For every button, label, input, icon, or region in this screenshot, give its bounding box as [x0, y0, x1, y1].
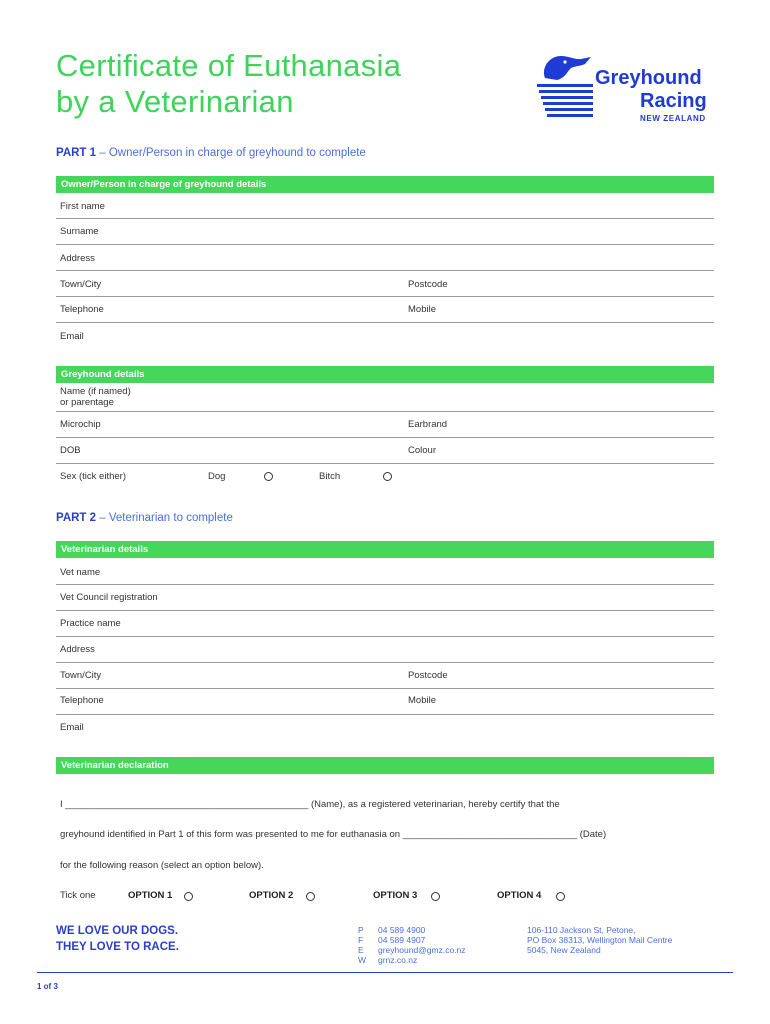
- option-2-label: OPTION 2: [249, 890, 294, 901]
- surname-label: Surname: [60, 226, 99, 237]
- bitch-label: Bitch: [319, 471, 341, 482]
- tick-one-label: Tick one: [60, 890, 96, 901]
- practice-name-label: Practice name: [60, 618, 121, 629]
- part1-label: PART 1: [56, 147, 97, 159]
- town-label: Town/City: [60, 279, 102, 290]
- contact-email[interactable]: greyhound@gmz.co.nz: [378, 945, 466, 955]
- web-letter: W: [358, 955, 367, 965]
- vet-registration-field[interactable]: [56, 585, 714, 611]
- email-letter: E: [358, 945, 364, 955]
- earbrand-label: Earbrand: [408, 419, 448, 430]
- bitch-radio[interactable]: [383, 472, 392, 481]
- dog-radio[interactable]: [264, 472, 273, 481]
- email-field[interactable]: [56, 323, 714, 349]
- option-3-radio[interactable]: [431, 892, 440, 901]
- greyhound-name-label-1: Name (if named): [60, 386, 131, 397]
- part2-label: PART 2: [56, 512, 97, 524]
- telephone-mobile-row[interactable]: [56, 297, 714, 323]
- vet-address-field[interactable]: [56, 637, 714, 663]
- address-label: Address: [60, 253, 95, 264]
- telephone-label: Telephone: [60, 304, 104, 315]
- vet-name-label: Vet name: [60, 567, 101, 578]
- fax-letter: F: [358, 935, 364, 945]
- phone-number: 04 589 4900: [378, 925, 426, 935]
- vet-name-field[interactable]: [56, 558, 714, 585]
- part2-description: – Veterinarian to complete: [96, 512, 233, 524]
- declaration-line-2: greyhound identified in Part 1 of this form was presented to me for euthanasia on _________________________________ (Date): [60, 829, 607, 840]
- mobile-label: Mobile: [408, 304, 436, 315]
- email-label: Email: [60, 331, 84, 342]
- slogan-line-2: THEY LOVE TO RACE.: [56, 941, 179, 953]
- vet-email-field[interactable]: [56, 715, 714, 741]
- part1-description: – Owner/Person in charge of greyhound to complete: [96, 147, 366, 159]
- vet-mobile-label: Mobile: [408, 695, 436, 706]
- surname-field[interactable]: [56, 219, 714, 245]
- declaration-line-3: for the following reason (select an option below).: [60, 860, 264, 871]
- document-title: [56, 48, 476, 120]
- postcode-label: Postcode: [408, 279, 448, 290]
- title-line-2: by a Veterinarian: [56, 84, 294, 119]
- page-number: 1 of 3: [37, 982, 58, 991]
- contact-labels: [358, 925, 366, 965]
- greyhound-logo-icon: [535, 50, 597, 128]
- vet-telephone-mobile-row[interactable]: [56, 689, 714, 715]
- option-4-radio[interactable]: [556, 892, 565, 901]
- dob-label: DOB: [60, 445, 81, 456]
- microchip-earbrand-row[interactable]: [56, 412, 714, 438]
- first-name-label: First name: [60, 201, 105, 212]
- address-line-3: 5045, New Zealand: [527, 945, 601, 955]
- footer-divider: [37, 972, 733, 973]
- sex-row: [56, 464, 714, 490]
- option-4-label: OPTION 4: [497, 890, 542, 901]
- phone-letter: P: [358, 925, 364, 935]
- slogan-line-1: WE LOVE OUR DOGS.: [56, 925, 179, 937]
- vet-town-label: Town/City: [60, 670, 102, 681]
- sex-label: Sex (tick either): [60, 471, 126, 482]
- address-line-1: 106-110 Jackson St, Petone,: [527, 925, 636, 935]
- fax-number: 04 589 4907: [378, 935, 426, 945]
- greyhound-name-field[interactable]: [56, 383, 714, 412]
- vet-town-postcode-row[interactable]: [56, 663, 714, 689]
- postal-address: [527, 925, 672, 955]
- town-postcode-row[interactable]: [56, 271, 714, 297]
- practice-name-field[interactable]: [56, 611, 714, 637]
- address-line-2: PO Box 38313, Wellington Mail Centre: [527, 935, 673, 945]
- first-name-field[interactable]: [56, 193, 714, 219]
- website[interactable]: grnz.co.nz: [378, 955, 418, 965]
- logo-text-new-zealand: NEW ZEALAND: [640, 114, 706, 123]
- colour-label: Colour: [408, 445, 436, 456]
- title-line-1: Certificate of Euthanasia: [56, 48, 402, 83]
- footer-slogan: [56, 923, 179, 955]
- vet-declaration-header: Veterinarian declaration: [56, 757, 714, 774]
- vet-address-label: Address: [60, 644, 95, 655]
- logo-text-racing: Racing: [640, 90, 707, 112]
- vet-telephone-label: Telephone: [60, 695, 104, 706]
- option-1-label: OPTION 1: [128, 890, 173, 901]
- part1-heading: [56, 147, 366, 159]
- vet-registration-label: Vet Council registration: [60, 592, 158, 603]
- greyhound-name-label-2: or parentage: [60, 397, 114, 408]
- vet-postcode-label: Postcode: [408, 670, 448, 681]
- dog-label: Dog: [208, 471, 226, 482]
- vet-email-label: Email: [60, 722, 84, 733]
- part2-heading: [56, 512, 233, 524]
- option-1-radio[interactable]: [184, 892, 193, 901]
- contact-values: [378, 925, 466, 965]
- declaration-line-1: I ______________________________________________ (Name), as a registered veterinarian, hereby certify that the: [60, 799, 560, 810]
- dob-colour-row[interactable]: [56, 438, 714, 464]
- option-2-radio[interactable]: [306, 892, 315, 901]
- logo-text-greyhound: Greyhound: [595, 67, 702, 89]
- greyhound-racing-logo: [535, 50, 725, 130]
- microchip-label: Microchip: [60, 419, 101, 430]
- address-field[interactable]: [56, 245, 714, 271]
- vet-details-header: Veterinarian details: [56, 541, 714, 558]
- greyhound-details-header: Greyhound details: [56, 366, 714, 383]
- option-3-label: OPTION 3: [373, 890, 418, 901]
- owner-details-header: Owner/Person in charge of greyhound details: [56, 176, 714, 193]
